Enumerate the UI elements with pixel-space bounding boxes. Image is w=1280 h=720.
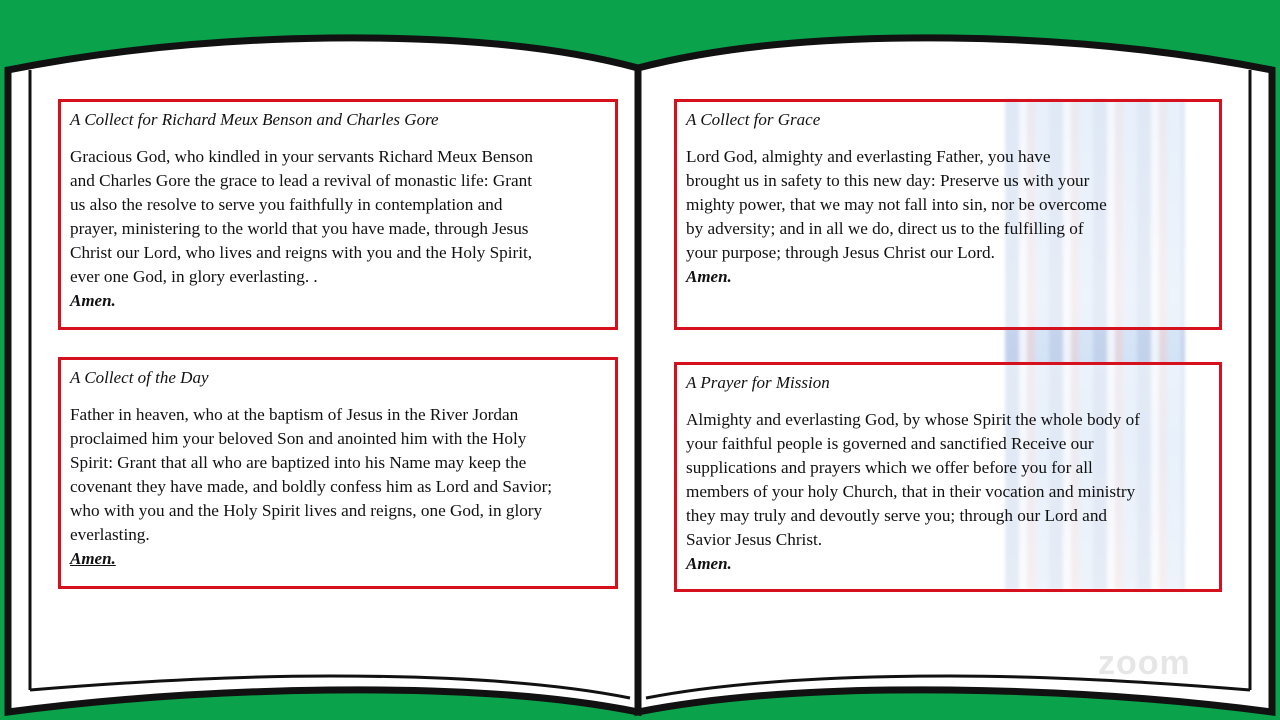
zoom-watermark: zoom: [1098, 644, 1191, 682]
collect-title: A Collect of the Day: [70, 368, 209, 387]
amen-label: Amen.: [70, 549, 116, 568]
collect-card-of-the-day: [58, 357, 618, 589]
collect-title: A Collect for Richard Meux Benson and Charles Gore: [70, 110, 439, 129]
amen-label: Amen.: [686, 554, 732, 573]
collect-title: A Collect for Grace: [686, 110, 821, 129]
amen-label: Amen.: [686, 267, 732, 286]
prayer-card-mission: [674, 362, 1222, 592]
collect-title: A Prayer for Mission: [686, 373, 830, 392]
amen-label: Amen.: [70, 291, 116, 310]
collect-text: Lord God, almighty and everlasting Father, you have brought us in safety to this new day: Preserve us with your mighty power, that we may not fall into sin, nor be overcome by adversity; and in all we do, direct us to the fulfilling of your purpose; through Jesus Christ our Lord. Amen.: [686, 147, 1107, 286]
collect-text: Almighty and everlasting God, by whose Spirit the whole body of your faithful people is governed and sanctified Receive our supplications and prayers which we offer before you for all members of your holy Church, that in their vocation and ministry they may truly and devoutly serve you; through our Lord and Savior Jesus Christ. Amen.: [686, 410, 1140, 573]
collect-text: Father in heaven, who at the baptism of Jesus in the River Jordan proclaimed him your beloved Son and anointed him with the Holy Spirit: Grant that all who are baptized into his Name may keep the covenant they have made, and boldly confess him as Lord and Savior; who with you and the Holy Spirit lives and reigns, one God, in glory everlasting. Amen.: [70, 405, 553, 568]
collect-card-benson-gore: [58, 99, 618, 330]
collect-text: Gracious God, who kindled in your servants Richard Meux Benson and Charles Gore the grace to lead a revival of monastic life: Grant us also the resolve to serve you faithfully in contemplation and prayer, ministering to the world that you have made, through Jesus Christ our Lord, who lives and reigns with you and the Holy Spirit, ever one God, in glory everlasting. . Amen.: [70, 147, 534, 310]
collect-card-grace: [674, 99, 1222, 330]
